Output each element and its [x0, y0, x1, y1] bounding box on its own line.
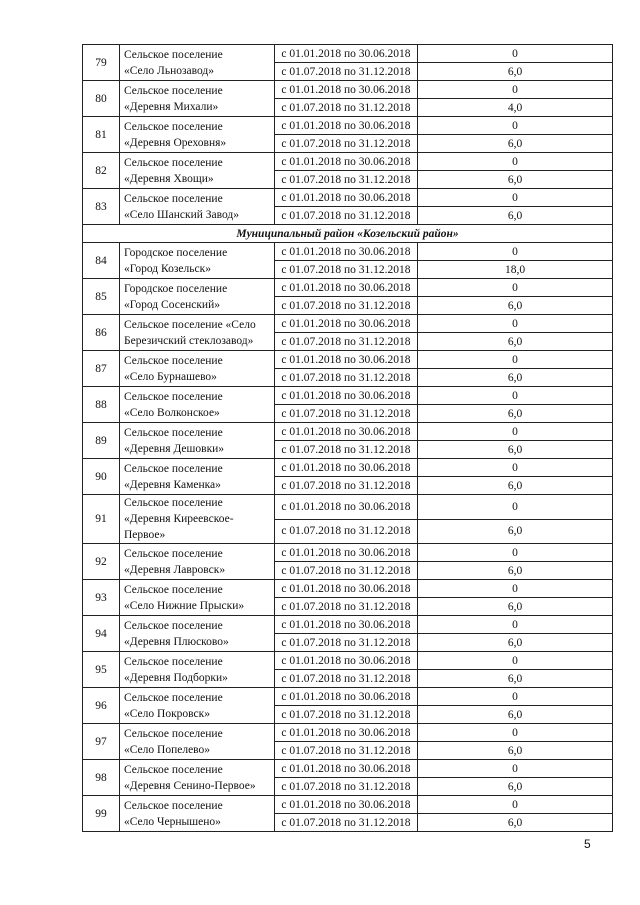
settlement-name	[120, 459, 275, 495]
row-number: 79	[83, 45, 120, 81]
table-row	[83, 616, 613, 634]
section-title: Муниципальный район «Козельский район»	[83, 225, 613, 243]
settlement-name-line: «Деревня Хвощи»	[124, 172, 214, 185]
value-first-half: 0	[418, 652, 613, 670]
value-first-half: 0	[418, 81, 613, 99]
value-first-half: 0	[418, 580, 613, 598]
period-second-half: с 01.07.2018 по 31.12.2018	[275, 261, 418, 279]
settlement-name-line: «Деревня Плюсково»	[124, 635, 229, 648]
row-number: 95	[83, 652, 120, 688]
value-second-half: 6,0	[418, 778, 613, 796]
period-first-half: с 01.01.2018 по 30.06.2018	[275, 117, 418, 135]
settlement-name	[120, 616, 275, 652]
period-first-half: с 01.01.2018 по 30.06.2018	[275, 796, 418, 814]
value-second-half: 6,0	[418, 207, 613, 225]
settlement-name-line: «Деревня Подборки»	[124, 671, 228, 684]
value-second-half: 6,0	[418, 742, 613, 760]
period-first-half: с 01.01.2018 по 30.06.2018	[275, 387, 418, 405]
value-first-half: 0	[418, 189, 613, 207]
value-first-half: 0	[418, 153, 613, 171]
settlement-name-line: Сельское поселение	[124, 691, 223, 704]
settlement-name-line: Сельское поселение	[124, 547, 223, 560]
row-number: 84	[83, 243, 120, 279]
settlement-name-line: Сельское поселение	[124, 799, 223, 812]
table-row	[83, 315, 613, 333]
value-second-half: 6,0	[418, 670, 613, 688]
table-row	[83, 243, 613, 261]
page-number: 5	[584, 837, 591, 851]
settlement-name-line: Сельское поселение	[124, 354, 223, 367]
settlement-name-line: «Деревня Каменка»	[124, 478, 221, 491]
period-second-half: с 01.07.2018 по 31.12.2018	[275, 778, 418, 796]
value-second-half: 6,0	[418, 369, 613, 387]
settlement-name-line: Первое»	[124, 529, 166, 541]
value-first-half: 0	[418, 387, 613, 405]
value-first-half: 0	[418, 459, 613, 477]
period-first-half: с 01.01.2018 по 30.06.2018	[275, 459, 418, 477]
table-row	[83, 387, 613, 405]
value-second-half: 6,0	[418, 135, 613, 153]
value-first-half: 0	[418, 495, 613, 520]
settlement-name	[120, 724, 275, 760]
settlement-name	[120, 243, 275, 279]
settlement-name	[120, 279, 275, 315]
row-number: 96	[83, 688, 120, 724]
settlement-name	[120, 580, 275, 616]
settlement-name	[120, 117, 275, 153]
settlement-name-line: «Деревня Михали»	[124, 100, 219, 113]
value-second-half: 6,0	[418, 706, 613, 724]
period-first-half: с 01.01.2018 по 30.06.2018	[275, 189, 418, 207]
section-row	[83, 225, 613, 243]
row-number: 89	[83, 423, 120, 459]
settlement-name-line: Сельское поселение	[124, 655, 223, 668]
value-second-half: 6,0	[418, 297, 613, 315]
table-row	[83, 652, 613, 670]
settlement-name	[120, 387, 275, 423]
value-second-half: 18,0	[418, 261, 613, 279]
row-number: 80	[83, 81, 120, 117]
row-number: 87	[83, 351, 120, 387]
settlement-name-line: «Село Попелево»	[124, 743, 211, 756]
value-first-half: 0	[418, 616, 613, 634]
value-second-half: 6,0	[418, 814, 613, 832]
settlement-name-line: «Деревня Киреевское-	[124, 513, 234, 525]
table-row	[83, 189, 613, 207]
period-first-half: с 01.01.2018 по 30.06.2018	[275, 243, 418, 261]
period-second-half: с 01.07.2018 по 31.12.2018	[275, 519, 418, 544]
value-first-half: 0	[418, 796, 613, 814]
row-number: 97	[83, 724, 120, 760]
table-row	[83, 45, 613, 63]
settlement-name-line: Сельское поселение	[124, 497, 223, 509]
settlement-name-line: «Деревня Сенино-Первое»	[124, 779, 256, 792]
row-number: 93	[83, 580, 120, 616]
period-second-half: с 01.07.2018 по 31.12.2018	[275, 99, 418, 117]
settlement-name-line: «Деревня Дешовки»	[124, 442, 225, 455]
value-first-half: 0	[418, 688, 613, 706]
settlement-name	[120, 81, 275, 117]
row-number: 92	[83, 544, 120, 580]
row-number: 98	[83, 760, 120, 796]
period-second-half: с 01.07.2018 по 31.12.2018	[275, 297, 418, 315]
settlement-name-line: «Село Льнозавод»	[124, 64, 214, 77]
period-second-half: с 01.07.2018 по 31.12.2018	[275, 63, 418, 81]
period-second-half: с 01.07.2018 по 31.12.2018	[275, 477, 418, 495]
settlement-name	[120, 351, 275, 387]
period-second-half: с 01.07.2018 по 31.12.2018	[275, 333, 418, 351]
table-row	[83, 724, 613, 742]
period-first-half: с 01.01.2018 по 30.06.2018	[275, 652, 418, 670]
period-first-half: с 01.01.2018 по 30.06.2018	[275, 81, 418, 99]
settlement-name-line: «Город Сосенский»	[124, 298, 220, 311]
period-first-half: с 01.01.2018 по 30.06.2018	[275, 688, 418, 706]
period-first-half: с 01.01.2018 по 30.06.2018	[275, 544, 418, 562]
period-second-half: с 01.07.2018 по 31.12.2018	[275, 706, 418, 724]
settlement-name	[120, 495, 275, 544]
tariff-table	[82, 44, 613, 832]
settlement-name-line: Березичский стеклозавод»	[124, 334, 254, 347]
value-second-half: 6,0	[418, 477, 613, 495]
settlement-name	[120, 760, 275, 796]
settlement-name-line: «Село Нижние Прыски»	[124, 599, 245, 612]
row-number: 82	[83, 153, 120, 189]
table-row	[83, 760, 613, 778]
value-first-half: 0	[418, 760, 613, 778]
table-row	[83, 495, 613, 520]
settlement-name-line: Сельское поселение «Село	[124, 318, 256, 331]
value-first-half: 0	[418, 243, 613, 261]
table-row	[83, 117, 613, 135]
settlement-name-line: Сельское поселение	[124, 390, 223, 403]
table-row	[83, 688, 613, 706]
settlement-name-line: «Село Покровск»	[124, 707, 210, 720]
row-number: 90	[83, 459, 120, 495]
period-first-half: с 01.01.2018 по 30.06.2018	[275, 315, 418, 333]
period-second-half: с 01.07.2018 по 31.12.2018	[275, 598, 418, 616]
period-second-half: с 01.07.2018 по 31.12.2018	[275, 369, 418, 387]
period-first-half: с 01.01.2018 по 30.06.2018	[275, 760, 418, 778]
period-second-half: с 01.07.2018 по 31.12.2018	[275, 405, 418, 423]
period-second-half: с 01.07.2018 по 31.12.2018	[275, 171, 418, 189]
table-row	[83, 279, 613, 297]
value-second-half: 6,0	[418, 598, 613, 616]
row-number: 86	[83, 315, 120, 351]
settlement-name-line: Сельское поселение	[124, 48, 223, 61]
table-row	[83, 580, 613, 598]
settlement-name-line: «Деревня Лавровск»	[124, 563, 226, 576]
value-first-half: 0	[418, 544, 613, 562]
value-first-half: 0	[418, 117, 613, 135]
period-second-half: с 01.07.2018 по 31.12.2018	[275, 562, 418, 580]
period-second-half: с 01.07.2018 по 31.12.2018	[275, 207, 418, 225]
period-first-half: с 01.01.2018 по 30.06.2018	[275, 423, 418, 441]
settlement-name	[120, 544, 275, 580]
value-second-half: 6,0	[418, 562, 613, 580]
period-second-half: с 01.07.2018 по 31.12.2018	[275, 742, 418, 760]
value-first-half: 0	[418, 423, 613, 441]
settlement-name	[120, 153, 275, 189]
settlement-name-line: Сельское поселение	[124, 619, 223, 632]
value-first-half: 0	[418, 351, 613, 369]
table-row	[83, 459, 613, 477]
value-first-half: 0	[418, 724, 613, 742]
table-row	[83, 153, 613, 171]
period-first-half: с 01.01.2018 по 30.06.2018	[275, 279, 418, 297]
table-body	[83, 45, 613, 832]
period-second-half: с 01.07.2018 по 31.12.2018	[275, 441, 418, 459]
table-row	[83, 351, 613, 369]
settlement-name-line: Сельское поселение	[124, 763, 223, 776]
settlement-name-line: Сельское поселение	[124, 583, 223, 596]
settlement-name	[120, 423, 275, 459]
row-number: 81	[83, 117, 120, 153]
settlement-name-line: «Село Волконское»	[124, 406, 220, 419]
settlement-name-line: Сельское поселение	[124, 120, 223, 133]
period-first-half: с 01.01.2018 по 30.06.2018	[275, 616, 418, 634]
settlement-name-line: «Село Шанский Завод»	[124, 208, 239, 221]
value-second-half: 6,0	[418, 405, 613, 423]
period-second-half: с 01.07.2018 по 31.12.2018	[275, 814, 418, 832]
settlement-name	[120, 189, 275, 225]
table-row	[83, 81, 613, 99]
table-row	[83, 544, 613, 562]
settlement-name-line: Сельское поселение	[124, 156, 223, 169]
settlement-name	[120, 315, 275, 351]
value-second-half: 6,0	[418, 63, 613, 81]
period-first-half: с 01.01.2018 по 30.06.2018	[275, 153, 418, 171]
value-second-half: 6,0	[418, 519, 613, 544]
value-second-half: 4,0	[418, 99, 613, 117]
settlement-name	[120, 796, 275, 832]
row-number: 94	[83, 616, 120, 652]
settlement-name-line: Сельское поселение	[124, 462, 223, 475]
value-first-half: 0	[418, 279, 613, 297]
settlement-name-line: «Село Чернышено»	[124, 815, 221, 828]
period-first-half: с 01.01.2018 по 30.06.2018	[275, 45, 418, 63]
settlement-name-line: «Деревня Ореховня»	[124, 136, 227, 149]
settlement-name-line: «Город Козельск»	[124, 262, 211, 275]
value-second-half: 6,0	[418, 171, 613, 189]
settlement-name	[120, 45, 275, 81]
period-first-half: с 01.01.2018 по 30.06.2018	[275, 580, 418, 598]
table-row	[83, 423, 613, 441]
period-second-half: с 01.07.2018 по 31.12.2018	[275, 670, 418, 688]
value-second-half: 6,0	[418, 333, 613, 351]
period-first-half: с 01.01.2018 по 30.06.2018	[275, 724, 418, 742]
settlement-name-line: Сельское поселение	[124, 192, 223, 205]
settlement-name	[120, 652, 275, 688]
row-number: 99	[83, 796, 120, 832]
value-second-half: 6,0	[418, 634, 613, 652]
period-first-half: с 01.01.2018 по 30.06.2018	[275, 351, 418, 369]
settlement-name-line: Сельское поселение	[124, 84, 223, 97]
period-first-half: с 01.01.2018 по 30.06.2018	[275, 495, 418, 520]
settlement-name-line: «Село Бурнашево»	[124, 370, 217, 383]
value-first-half: 0	[418, 315, 613, 333]
settlement-name-line: Городское поселение	[124, 282, 228, 295]
settlement-name-line: Сельское поселение	[124, 727, 223, 740]
row-number: 88	[83, 387, 120, 423]
settlement-name-line: Сельское поселение	[124, 426, 223, 439]
row-number: 85	[83, 279, 120, 315]
row-number: 91	[83, 495, 120, 544]
value-second-half: 6,0	[418, 441, 613, 459]
row-number: 83	[83, 189, 120, 225]
table-row	[83, 796, 613, 814]
period-second-half: с 01.07.2018 по 31.12.2018	[275, 135, 418, 153]
period-second-half: с 01.07.2018 по 31.12.2018	[275, 634, 418, 652]
settlement-name	[120, 688, 275, 724]
settlement-name-line: Городское поселение	[124, 246, 228, 259]
value-first-half: 0	[418, 45, 613, 63]
